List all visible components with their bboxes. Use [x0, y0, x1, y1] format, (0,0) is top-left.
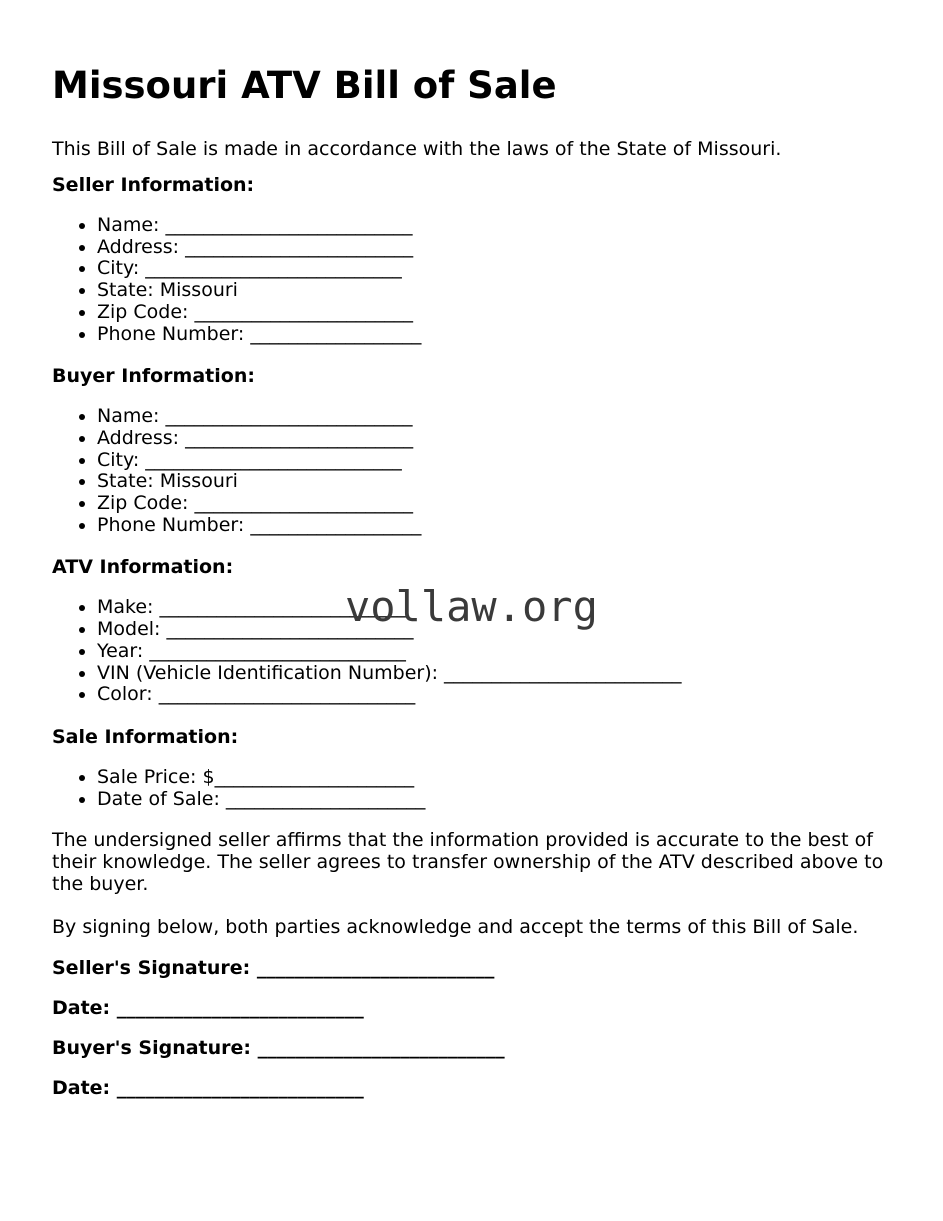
list-item: • Address: ________________________	[97, 428, 891, 450]
list-item: • State: Missouri	[97, 280, 891, 302]
seller-date-line: Date: __________________________	[52, 997, 364, 1020]
acknowledgement-paragraph: By signing below, both parties acknowledge and accept the terms of this Bill of Sale.	[52, 916, 859, 939]
intro-text: This Bill of Sale is made in accordance with the laws of the State of Missouri.	[52, 138, 782, 160]
list-item: • Model: __________________________	[97, 619, 891, 641]
list-item: • Sale Price: $_____________________	[97, 767, 891, 789]
list-item: • Name: __________________________	[97, 215, 891, 237]
page-title: Missouri ATV Bill of Sale	[52, 64, 557, 107]
atv-info-list	[52, 597, 891, 706]
seller-signature-line: Seller's Signature: _________________________	[52, 957, 495, 980]
affirmation-paragraph: The undersigned seller affirms that the information provided is accurate to the best of their knowledge. The seller agrees to transfer ownership of the ATV described above to the buyer.	[52, 829, 884, 895]
list-item: • Color: ___________________________	[97, 684, 891, 706]
list-item: • VIN (Vehicle Identification Number): _________________________	[97, 663, 891, 685]
sale-info-list	[52, 767, 891, 810]
buyer-info-list	[52, 406, 891, 536]
buyer-section-heading: Buyer Information:	[52, 365, 255, 388]
list-item: • City: ___________________________	[97, 450, 891, 472]
seller-section-heading: Seller Information:	[52, 174, 255, 196]
list-item: • Year: ___________________________	[97, 641, 891, 663]
buyer-signature-line: Buyer's Signature: __________________________	[52, 1037, 505, 1060]
list-item: • Zip Code: _______________________	[97, 493, 891, 515]
seller-info-list	[52, 215, 891, 345]
buyer-date-line: Date: __________________________	[52, 1077, 364, 1100]
watermark-text: vollaw.org	[345, 582, 598, 631]
list-item: • Phone Number: __________________	[97, 515, 891, 537]
list-item: • City: ___________________________	[97, 258, 891, 280]
list-item: • Zip Code: _______________________	[97, 302, 891, 324]
list-item: • Name: __________________________	[97, 406, 891, 428]
list-item: • Address: ________________________	[97, 237, 891, 259]
list-item: • Make: __________________________	[97, 597, 891, 619]
atv-section-heading: ATV Information:	[52, 556, 234, 579]
list-item: • Phone Number: __________________	[97, 324, 891, 346]
sale-section-heading: Sale Information:	[52, 725, 239, 748]
list-item: • State: Missouri	[97, 471, 891, 493]
list-item: • Date of Sale: _____________________	[97, 789, 891, 811]
